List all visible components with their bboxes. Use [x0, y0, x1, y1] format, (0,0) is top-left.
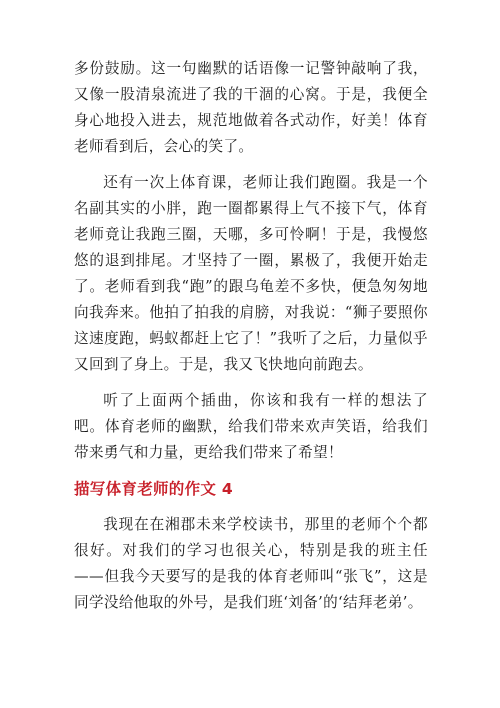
- paragraph-gap: [74, 378, 428, 388]
- paragraph-gap: [74, 160, 428, 170]
- paragraph-gap: [74, 466, 428, 476]
- paragraph-1: 多份鼓励。这一句幽默的话语像一记警钟敲响了我，又像一股清泉流进了我的干涸的心窝。于是，我便全身心地投入进去，规范地做着各式动作，好美！体育老师看到后，会心的笑了。: [74, 60, 428, 155]
- section-heading: 描写体育老师的作文 4: [74, 480, 233, 498]
- paragraph-3: 听了上面两个插曲，你该和我有一样的想法了吧。体育老师的幽默，给我们带来欢声笑语，给我们带来勇气和力量，更给我们带来了希望！: [74, 392, 428, 461]
- paragraph-4: 我现在在湘郡未来学校读书，那里的老师个个都很好。对我们的学习也很关心，特别是我的班主任——但我今天要写的是我的体育老师叫“张飞”，这是同学没给他取的外号，是我们班‘刘备’的‘结拜老弟’。: [74, 516, 428, 611]
- document-page: [74, 56, 428, 616]
- paragraph-gap: [74, 502, 428, 512]
- paragraph-2: 还有一次上体育课，老师让我们跑圈。我是一个名副其实的小胖，跑一圈都累得上气不接下气，体育老师竟让我跑三圈，天哪，多可怜啊！于是，我慢悠悠的退到排尾。才坚持了一圈，累极了，我便开始走了。老师看到我“跑”的跟乌龟差不多快，便急匆匆地向我奔来。他拍了拍我的肩膀，对我说：“狮子要照你这速度跑，蚂蚁都赶上它了！”我听了之后，力量似乎又回到了身上。于是，我又飞快地向前跑去。: [74, 174, 428, 373]
